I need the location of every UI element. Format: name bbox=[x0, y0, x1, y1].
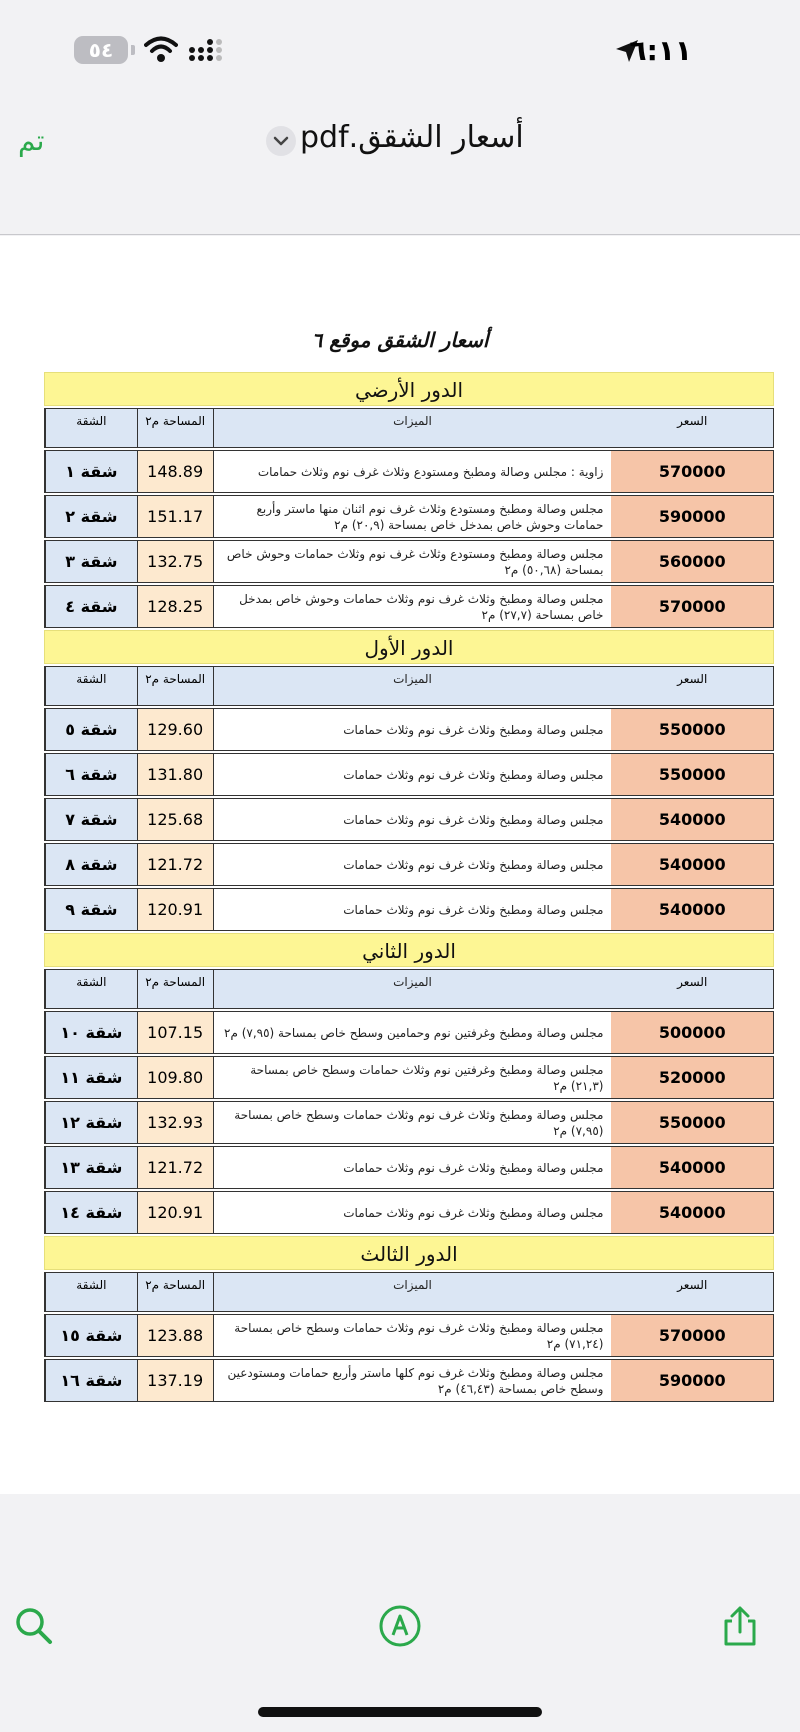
features-cell: مجلس وصالة ومطبخ وثلاث غرف نوم وثلاث حمامات وسطح خاص بمساحة (٧١,٢٤) م٢ bbox=[213, 1315, 612, 1356]
document-heading: أسعار الشقق موقع ٦ bbox=[311, 328, 489, 352]
features-cell: مجلس وصالة ومطبخ وثلاث غرف نوم وثلاث حمامات bbox=[213, 1192, 612, 1233]
apartment-cell: شقة ١٠ bbox=[45, 1012, 137, 1053]
area-cell: 148.89 bbox=[137, 451, 213, 492]
floor-heading: الدور الأرضي bbox=[44, 372, 774, 406]
price-cell: 500000 bbox=[611, 1012, 773, 1053]
area-cell: 128.25 bbox=[137, 586, 213, 627]
price-cell: 550000 bbox=[611, 1102, 773, 1143]
apartment-cell: شقة ١٥ bbox=[45, 1315, 137, 1356]
price-cell: 520000 bbox=[611, 1057, 773, 1098]
apartment-cell: شقة ٨ bbox=[45, 844, 137, 885]
price-cell: 570000 bbox=[611, 451, 773, 492]
price-cell: 550000 bbox=[611, 709, 773, 750]
price-cell: 570000 bbox=[611, 1315, 773, 1356]
price-cell: 540000 bbox=[611, 844, 773, 885]
battery-tip bbox=[131, 45, 135, 55]
area-cell: 151.17 bbox=[137, 496, 213, 537]
document-title[interactable]: أسعار الشقق.pdf bbox=[300, 120, 524, 155]
table-row bbox=[44, 450, 774, 493]
table-row bbox=[44, 585, 774, 628]
table-row bbox=[44, 753, 774, 796]
price-cell: 550000 bbox=[611, 754, 773, 795]
area-cell: 120.91 bbox=[137, 889, 213, 930]
column-header-apartment: الشقة bbox=[45, 409, 137, 447]
area-cell: 132.75 bbox=[137, 541, 213, 582]
apartment-cell: شقة ١٤ bbox=[45, 1192, 137, 1233]
features-cell: مجلس وصالة ومطبخ وثلاث غرف نوم وثلاث حمامات bbox=[213, 1147, 612, 1188]
markup-icon[interactable] bbox=[378, 1604, 422, 1648]
column-header-price: السعر bbox=[611, 1273, 773, 1311]
table-row bbox=[44, 843, 774, 886]
nav-divider bbox=[0, 234, 800, 235]
area-cell: 120.91 bbox=[137, 1192, 213, 1233]
column-header-apartment: الشقة bbox=[45, 667, 137, 705]
features-cell: مجلس وصالة ومطبخ وثلاث غرف نوم وثلاث حمامات bbox=[213, 889, 612, 930]
price-cell: 540000 bbox=[611, 799, 773, 840]
price-cell: 590000 bbox=[611, 1360, 773, 1401]
prices-table bbox=[44, 370, 774, 1402]
area-cell: 109.80 bbox=[137, 1057, 213, 1098]
area-cell: 131.80 bbox=[137, 754, 213, 795]
area-cell: 107.15 bbox=[137, 1012, 213, 1053]
area-cell: 137.19 bbox=[137, 1360, 213, 1401]
table-row bbox=[44, 798, 774, 841]
table-row bbox=[44, 888, 774, 931]
area-cell: 121.72 bbox=[137, 844, 213, 885]
features-cell: مجلس وصالة ومطبخ وثلاث غرف نوم وثلاث حمامات bbox=[213, 754, 612, 795]
column-header-area: المساحة م٢ bbox=[137, 970, 213, 1008]
column-header-area: المساحة م٢ bbox=[137, 667, 213, 705]
table-header bbox=[44, 666, 774, 706]
features-cell: مجلس وصالة ومطبخ وثلاث غرف نوم وثلاث حمامات وسطح خاص بمساحة (٧,٩٥) م٢ bbox=[213, 1102, 612, 1143]
table-header bbox=[44, 1272, 774, 1312]
floor-heading: الدور الأول bbox=[44, 630, 774, 664]
area-cell: 123.88 bbox=[137, 1315, 213, 1356]
apartment-cell: شقة ٥ bbox=[45, 709, 137, 750]
price-cell: 570000 bbox=[611, 586, 773, 627]
column-header-price: السعر bbox=[611, 409, 773, 447]
status-time: ٦:١١ bbox=[629, 34, 692, 67]
area-cell: 121.72 bbox=[137, 1147, 213, 1188]
features-cell: مجلس وصالة ومطبخ وثلاث غرف نوم كلها ماستر وأربع حمامات ومستودعين وسطح خاص بمساحة (٤٦,٤٣) م٢ bbox=[213, 1360, 612, 1401]
share-icon[interactable] bbox=[718, 1604, 762, 1648]
column-header-area: المساحة م٢ bbox=[137, 409, 213, 447]
apartment-cell: شقة ١٢ bbox=[45, 1102, 137, 1143]
apartment-cell: شقة ١٦ bbox=[45, 1360, 137, 1401]
apartment-cell: شقة ٩ bbox=[45, 889, 137, 930]
apartment-cell: شقة ١١ bbox=[45, 1057, 137, 1098]
features-cell: مجلس وصالة ومطبخ وثلاث غرف نوم وثلاث حمامات bbox=[213, 799, 612, 840]
floor-heading: الدور الثاني bbox=[44, 933, 774, 967]
features-cell: مجلس وصالة ومطبخ ومستودع وثلاث غرف نوم وثلاث حمامات وحوش خاص بمساحة (٥٠,٦٨) م٢ bbox=[213, 541, 612, 582]
features-cell: مجلس وصالة ومطبخ وثلاث غرف نوم وثلاث حمامات وحوش خاص بمدخل خاص بمساحة (٢٧,٧) م٢ bbox=[213, 586, 612, 627]
table-row bbox=[44, 1314, 774, 1357]
table-row bbox=[44, 1011, 774, 1054]
apartment-cell: شقة ٧ bbox=[45, 799, 137, 840]
title-menu-button[interactable] bbox=[266, 126, 296, 156]
done-button[interactable]: تم bbox=[18, 124, 45, 157]
home-indicator bbox=[258, 1707, 542, 1717]
features-cell: مجلس وصالة ومطبخ وثلاث غرف نوم وثلاث حمامات bbox=[213, 844, 612, 885]
column-header-price: السعر bbox=[611, 667, 773, 705]
column-header-price: السعر bbox=[611, 970, 773, 1008]
search-icon[interactable] bbox=[12, 1604, 56, 1648]
table-row bbox=[44, 1056, 774, 1099]
apartment-cell: شقة ١٣ bbox=[45, 1147, 137, 1188]
table-row bbox=[44, 1101, 774, 1144]
price-cell: 540000 bbox=[611, 1147, 773, 1188]
apartment-cell: شقة ٤ bbox=[45, 586, 137, 627]
chevron-down-icon bbox=[266, 126, 296, 156]
features-cell: مجلس وصالة ومطبخ وغرفتين نوم وثلاث حمامات وسطح خاص بمساحة (٢١,٣) م٢ bbox=[213, 1057, 612, 1098]
features-cell: مجلس وصالة ومطبخ وثلاث غرف نوم وثلاث حمامات bbox=[213, 709, 612, 750]
column-header-apartment: الشقة bbox=[45, 970, 137, 1008]
column-header-features: الميزات bbox=[213, 409, 612, 447]
table-header bbox=[44, 408, 774, 448]
column-header-features: الميزات bbox=[213, 1273, 612, 1311]
area-cell: 132.93 bbox=[137, 1102, 213, 1143]
table-row bbox=[44, 1359, 774, 1402]
price-cell: 540000 bbox=[611, 1192, 773, 1233]
column-header-apartment: الشقة bbox=[45, 1273, 137, 1311]
area-cell: 125.68 bbox=[137, 799, 213, 840]
pdf-page[interactable] bbox=[0, 236, 800, 1494]
status-bar bbox=[0, 0, 800, 100]
table-row bbox=[44, 1146, 774, 1189]
features-cell: مجلس وصالة ومطبخ ومستودع وثلاث غرف نوم اثنان منها ماستر وأربع حمامات وحوش خاص بمدخل خاص بمساحة (٢٠,٩) م٢ bbox=[213, 496, 612, 537]
features-cell: زاوية : مجلس وصالة ومطبخ ومستودع وثلاث غرف نوم وثلاث حمامات bbox=[213, 451, 612, 492]
column-header-features: الميزات bbox=[213, 667, 612, 705]
table-row bbox=[44, 1191, 774, 1234]
apartment-cell: شقة ١ bbox=[45, 451, 137, 492]
cellular-signal-icon bbox=[188, 38, 224, 62]
column-header-area: المساحة م٢ bbox=[137, 1273, 213, 1311]
apartment-cell: شقة ٢ bbox=[45, 496, 137, 537]
table-header bbox=[44, 969, 774, 1009]
wifi-icon bbox=[144, 34, 178, 64]
column-header-features: الميزات bbox=[213, 970, 612, 1008]
table-row bbox=[44, 708, 774, 751]
battery-icon: ٥٤ bbox=[74, 36, 128, 64]
area-cell: 129.60 bbox=[137, 709, 213, 750]
price-cell: 560000 bbox=[611, 541, 773, 582]
table-row bbox=[44, 540, 774, 583]
table-row bbox=[44, 495, 774, 538]
price-cell: 590000 bbox=[611, 496, 773, 537]
price-cell: 540000 bbox=[611, 889, 773, 930]
features-cell: مجلس وصالة ومطبخ وغرفتين نوم وحمامين وسطح خاص بمساحة (٧,٩٥) م٢ bbox=[213, 1012, 612, 1053]
apartment-cell: شقة ٦ bbox=[45, 754, 137, 795]
apartment-cell: شقة ٣ bbox=[45, 541, 137, 582]
floor-heading: الدور الثالث bbox=[44, 1236, 774, 1270]
